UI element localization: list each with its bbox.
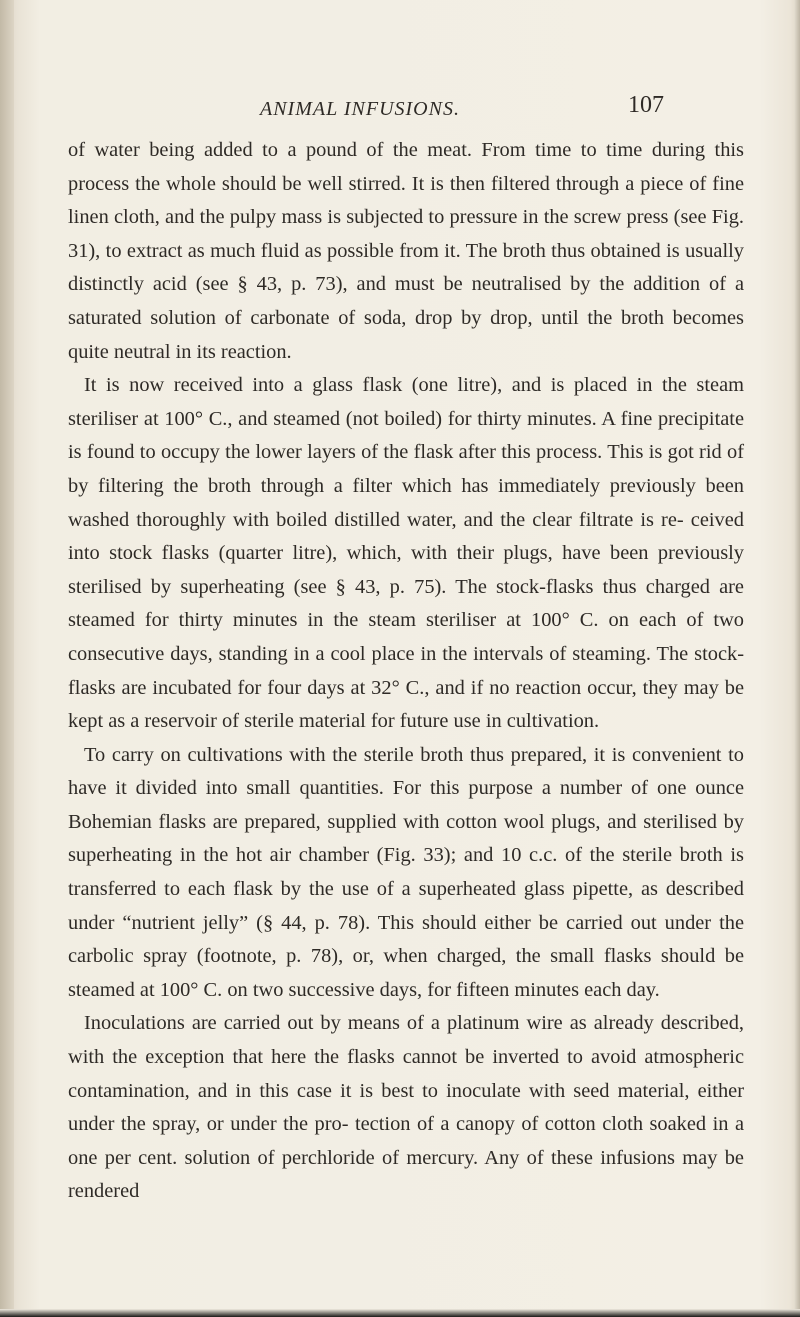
paragraph: It is now received into a glass flask (one litre), and is placed in the steam steriliser at 100° C., and steamed (not boiled) for thirty minutes. A fine precipitate is found to occupy the lower layers of the flask after this process. This is got rid of by filtering the broth through a filter which has immediately previously been washed thoroughly with boiled distilled water, and the clear filtrate is re- ceived into stock flasks (quarter litre), which, with their plugs, have been previously sterilised by superheating (see § 43, p. 75). The stock-flasks thus charged are steamed for thirty minutes in the steam steriliser at 100° C. on each of two consecutive days, standing in a cool place in the intervals of steaming. The stock-flasks are incubated for four days at 32° C., and if no reaction occur, they may be kept as a reservoir of sterile material for future use in cultivation. [68, 374, 744, 733]
paragraph: of water being added to a pound of the meat. From time to time during this process the whole should be well stirred. It is then filtered through a piece of fine linen cloth, and the pulpy mass is subjected to pressure in the screw press (see Fig. 31), to extract as much fluid as possible from it. The broth thus obtained is usually distinctly acid (see § 43, p. 73), and must be neutralised by the addition of a saturated solution of carbonate of soda, drop by drop, until the broth becomes quite neutral in its reaction. [68, 139, 744, 363]
page-number: 107 [628, 92, 664, 118]
page-header [64, 92, 744, 126]
body-text [68, 134, 744, 1209]
page-spine-shadow [0, 0, 14, 1317]
page-bottom-edge [0, 1309, 800, 1317]
paragraph: To carry on cultivations with the sterile broth thus prepared, it is convenient to have it divided into small quantities. For this purpose a number of one ounce Bohemian flasks are prepared, supplied with cotton wool plugs, and sterilised by superheating in the hot air chamber (Fig. 33); and 10 c.c. of the sterile broth is transferred to each flask by the use of a superheated glass pipette, as described under “nutrient jelly” (§ 44, p. 78). This should either be carried out under the carbolic spray (footnote, p. 78), or, when charged, the small flasks should be steamed at 100° C. on two successive days, for fifteen minutes each day. [68, 743, 744, 1001]
running-head: ANIMAL INFUSIONS. [260, 98, 460, 120]
paragraph: Inoculations are carried out by means of a platinum wire as already described, with the exception that here the flasks cannot be inverted to avoid atmospheric contamination, and in this case it is best to inoculate with seed material, either under the spray, or under the pro- tection of a canopy of cotton cloth soaked in a one per cent. solution of perchloride of mercury. Any of these infusions may be rendered [68, 1012, 744, 1203]
page-right-edge [794, 0, 800, 1317]
